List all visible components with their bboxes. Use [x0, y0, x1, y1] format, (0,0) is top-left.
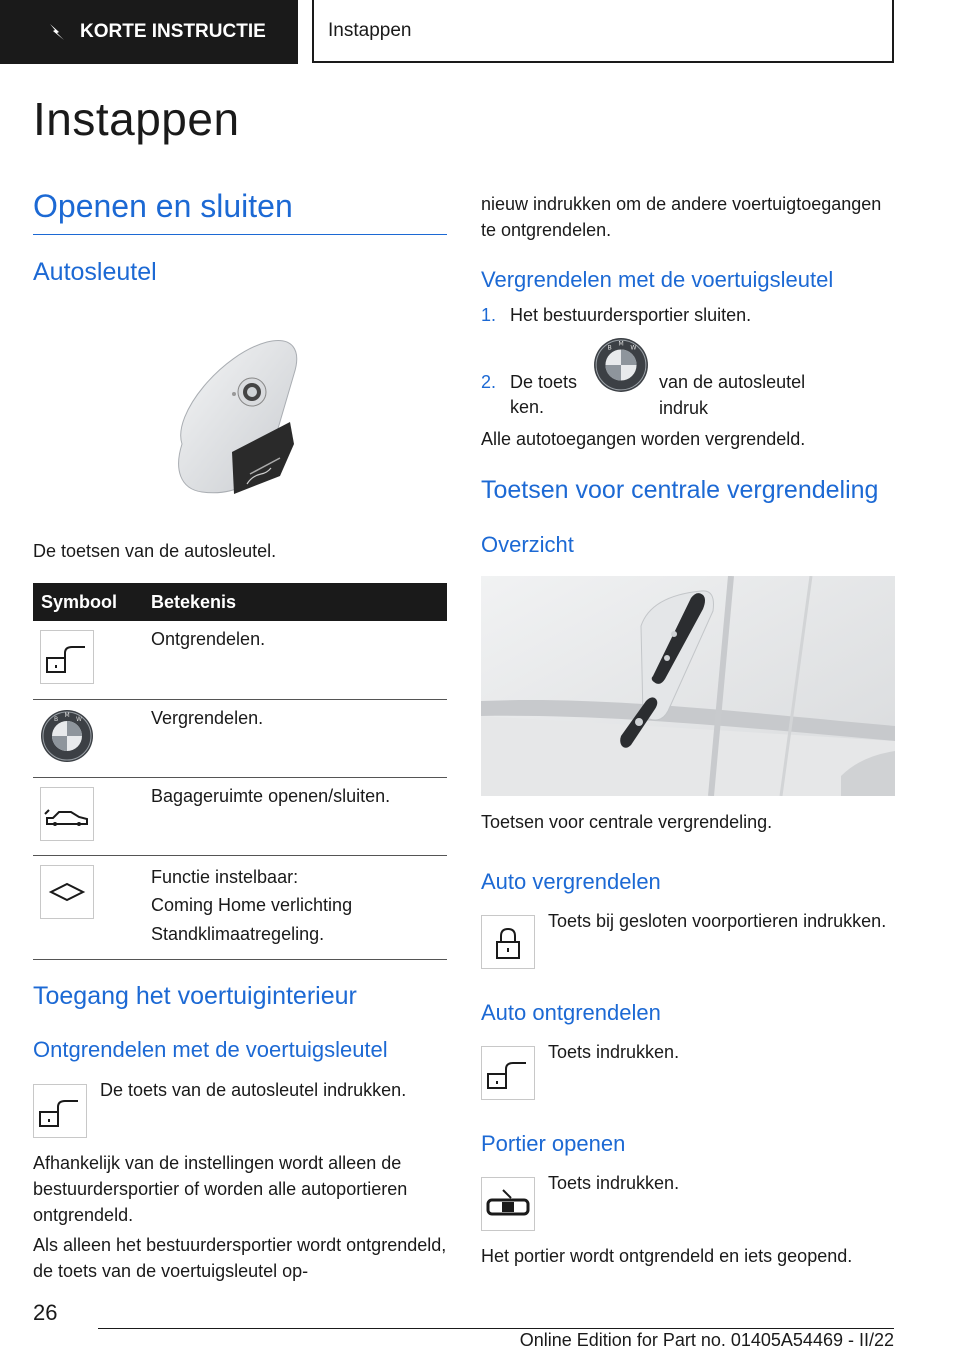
col-symbol-header: Symbool — [33, 583, 145, 621]
lock-key-heading: Vergrendelen met de voertuigsleutel — [481, 267, 834, 292]
step-text: Het bestuurdersportier sluiten. — [510, 305, 752, 325]
svg-text:W: W — [76, 715, 82, 723]
unlock-key-text: De toets van de autosleutel indrukken. — [100, 1080, 407, 1100]
door-open-heading: Portier openen — [481, 1131, 626, 1156]
lock-icon — [481, 915, 535, 969]
table-row — [33, 855, 447, 959]
door-result: Het portier wordt ontgrendeld en iets geopend. — [481, 1246, 853, 1266]
chapter-box — [312, 0, 894, 63]
table-row — [33, 777, 447, 855]
heading-divider — [33, 234, 447, 235]
overview-heading: Overzicht — [481, 532, 574, 557]
diamond-icon — [40, 865, 94, 919]
door-open-text: Toets indrukken. — [548, 1173, 680, 1193]
step-text: ken. — [510, 397, 545, 417]
door-open-icon — [481, 1177, 535, 1231]
lock-result: Alle autotoegangen worden vergrendeld. — [481, 429, 806, 449]
quick-reference-icon — [46, 21, 68, 43]
svg-text:B: B — [54, 715, 59, 723]
central-locking-photo — [481, 576, 895, 796]
meaning-unlock: Ontgrendelen. — [151, 629, 266, 649]
section-label: KORTE INSTRUCTIE — [80, 21, 266, 42]
svg-text:M: M — [618, 340, 624, 348]
unlock-icon — [33, 1084, 87, 1138]
access-heading: Toegang het voertuiginterieur — [33, 982, 357, 1010]
unlock-icon — [40, 630, 94, 684]
step-number: 2. — [481, 372, 497, 392]
central-locking-heading: Toetsen voor centrale vergrendeling — [481, 476, 879, 504]
page-number: 26 — [33, 1300, 58, 1325]
bmw-logo-icon — [593, 337, 649, 393]
paragraph: nieuw indrukken om de andere voertuigtoegangen te ontgrendelen. — [481, 194, 882, 240]
step-number: 1. — [481, 305, 497, 325]
table-row — [33, 699, 447, 777]
section-tab — [0, 0, 298, 64]
svg-text:B: B — [607, 344, 612, 352]
step-text: De toets — [510, 372, 578, 392]
meaning-lock: Vergrendelen. — [151, 707, 264, 728]
chapter-label: Instappen — [328, 19, 412, 41]
car-key-image — [162, 334, 312, 499]
step-1 — [481, 302, 751, 328]
svg-text:W: W — [630, 344, 637, 352]
bmw-logo-icon — [40, 709, 94, 763]
edition-label: Online Edition for Part no. 01405A54469 - II/22 — [519, 1330, 894, 1350]
car-lock-heading: Auto vergrendelen — [481, 869, 661, 894]
meaning-configurable: Functie instelbaar: — [151, 866, 299, 887]
car-unlock-heading: Auto ontgrendelen — [481, 1000, 661, 1025]
key-caption: De toetsen van de autosleutel. — [33, 541, 277, 561]
paragraph: Afhankelijk van de instellingen wordt alleen de bestuurdersportier of worden alle autoportieren ontgrendeld. — [33, 1153, 408, 1225]
unlock-icon — [481, 1046, 535, 1100]
car-unlock-text: Toets indrukken. — [548, 1042, 680, 1062]
meaning-climate: Standklimaatregeling. — [151, 923, 325, 944]
footer-divider — [98, 1328, 894, 1329]
col-meaning-header: Betekenis — [145, 583, 447, 621]
meaning-trunk: Bagageruimte openen/sluiten. — [151, 785, 391, 806]
car-lock-text: Toets bij gesloten voorportieren indrukken. — [548, 911, 887, 931]
symbol-table — [33, 583, 447, 960]
photo-caption: Toetsen voor centrale vergrendeling. — [481, 812, 773, 832]
svg-text:M: M — [64, 711, 70, 719]
step-2 — [481, 369, 577, 395]
car-trunk-icon — [40, 787, 94, 841]
meaning-coming-home: Coming Home verlichting — [151, 894, 353, 915]
paragraph: Als alleen het bestuurdersportier wordt ontgrendeld, de toets van de voertuigsleutel op- — [33, 1235, 447, 1281]
step-text: van de autosleutel indruk — [659, 372, 806, 418]
section-heading: Openen en sluiten — [33, 188, 293, 224]
unlock-key-heading: Ontgrendelen met de voertuigsleutel — [33, 1037, 388, 1062]
table-row — [33, 621, 447, 699]
key-heading: Autosleutel — [33, 258, 157, 286]
page-title: Instappen — [33, 93, 240, 145]
